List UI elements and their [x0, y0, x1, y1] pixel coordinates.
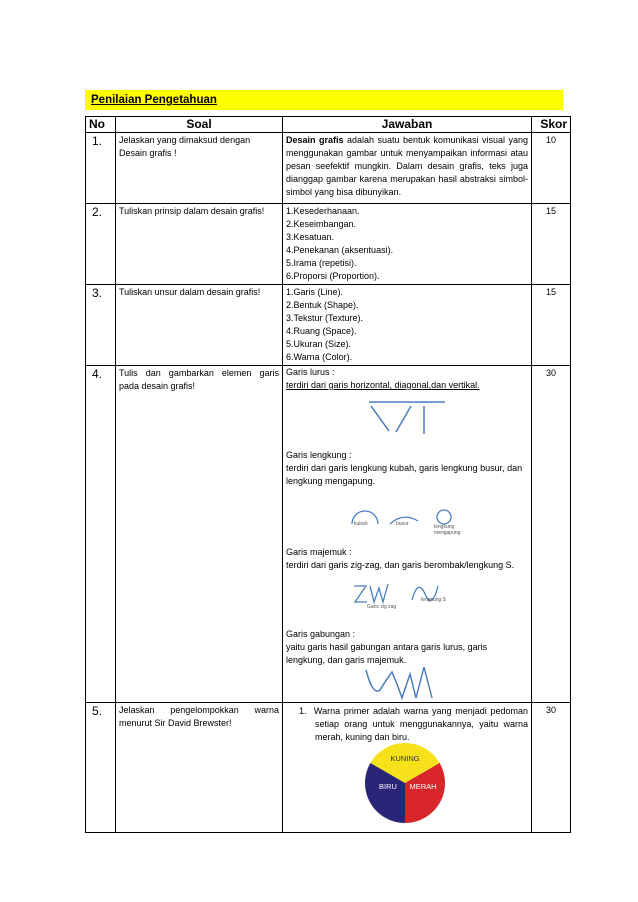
section-title: Garis lengkung :: [286, 450, 352, 460]
section-curved-lines: [286, 449, 528, 488]
wheel-label-kuning: KUNING: [390, 754, 420, 763]
drawing-label: lengkung: [434, 524, 455, 530]
row-number: 1.: [86, 133, 116, 204]
question: Jelaskan pengelompokkan warna menurut Sir David Brewster!: [116, 703, 283, 833]
table-row: [86, 204, 571, 285]
drawing-label: kubah: [354, 521, 368, 527]
header-skor: Skor: [532, 117, 571, 133]
question: Tuliskan unsur dalam desain grafis!: [116, 285, 283, 366]
assessment-table: [85, 116, 571, 833]
list-item: 2.Keseimbangan.: [286, 219, 357, 229]
answer: [283, 285, 532, 366]
section-title: Garis majemuk :: [286, 547, 352, 557]
score: 15: [532, 204, 571, 285]
list-item: 4.Penekanan (aksentuasi).: [286, 245, 394, 255]
list-item: 5.Ukuran (Size).: [286, 339, 352, 349]
straight-lines-drawing: [366, 398, 446, 438]
header-no: No: [86, 117, 116, 133]
question: Tulis dan gambarkan elemen garis pada desain grafis!: [116, 366, 283, 703]
row-number: 5.: [86, 703, 116, 833]
list-item: 3.Kesatuan.: [286, 232, 335, 242]
answer-text: adalah suatu bentuk komunikasi visual yang menggunakan gambar untuk menyampaikan informasi atau pesan seefektif mungkin. Dalam desain grafis, teks juga dianggap gambar karena merupakan hasil abstraksi simbol-simbol yang bisa dibunyikan.: [286, 135, 528, 197]
wheel-label-biru: BIRU: [379, 782, 397, 791]
table-row: [86, 133, 571, 204]
color-wheel: [365, 743, 445, 823]
list-item: 1.Kesederhanaan.: [286, 206, 360, 216]
list-item: 6.Proporsi (Proportion).: [286, 271, 380, 281]
list-item: 2.Bentuk (Shape).: [286, 300, 359, 310]
section-compound-lines: [286, 546, 528, 572]
section-title: Garis lurus :: [286, 367, 335, 377]
section-heading: Penilaian Pengetahuan: [85, 90, 563, 110]
section-title: Garis gabungan :: [286, 629, 356, 639]
section-desc: yaitu garis hasil gabungan antara garis lurus, garis lengkung, dan garis majemuk.: [286, 642, 488, 665]
answer: [283, 133, 532, 204]
drawing-label: mengapung: [434, 530, 461, 536]
row-number: 2.: [86, 204, 116, 285]
section-combined-lines: [286, 628, 528, 667]
drawing-label: busur: [396, 521, 409, 527]
header-soal: Soal: [116, 117, 283, 133]
question: Jelaskan yang dimaksud dengan Desain grafis !: [116, 133, 283, 204]
drawing-label: lengkung S: [421, 597, 447, 603]
answer-term: Desain grafis: [286, 135, 344, 145]
answer: [283, 703, 532, 833]
answer: [283, 204, 532, 285]
section-straight-lines: [286, 366, 528, 392]
table-row: [86, 703, 571, 833]
answer: [283, 366, 532, 703]
row-number: 4.: [86, 366, 116, 703]
wheel-label-merah: MERAH: [409, 782, 437, 791]
table-row: [86, 366, 571, 703]
list-item: 6.Warna (Color).: [286, 352, 353, 362]
list-item: 5.Irama (repetisi).: [286, 258, 357, 268]
section-desc: terdiri dari garis horizontal, diagonal,dan vertikal.: [286, 380, 480, 390]
list-item: 1. Warna primer adalah warna yang menjadi pedoman setiap orang untuk menggunakannya, yaitu warna merah, kuning dan biru.: [299, 706, 528, 742]
combined-lines-drawing: [364, 664, 454, 700]
score: 30: [532, 703, 571, 833]
question: Tuliskan prinsip dalam desain grafis!: [116, 204, 283, 285]
score: 10: [532, 133, 571, 204]
score: 30: [532, 366, 571, 703]
header-jawaban: Jawaban: [283, 117, 532, 133]
compound-lines-drawing: [352, 580, 472, 616]
row-number: 3.: [86, 285, 116, 366]
table-row: [86, 285, 571, 366]
list-item: 1.Garis (Line).: [286, 287, 344, 297]
list-item: 3.Tekstur (Texture).: [286, 313, 364, 323]
score: 15: [532, 285, 571, 366]
drawing-label: Garis zig zag: [367, 604, 397, 610]
section-desc: terdiri dari garis lengkung kubah, garis lengkung busur, dan lengkung mengapung.: [286, 463, 523, 486]
list-item: 4.Ruang (Space).: [286, 326, 357, 336]
table-header-row: [86, 117, 571, 133]
section-desc: terdiri dari garis zig-zag, dan garis berombak/lengkung S.: [286, 560, 515, 570]
